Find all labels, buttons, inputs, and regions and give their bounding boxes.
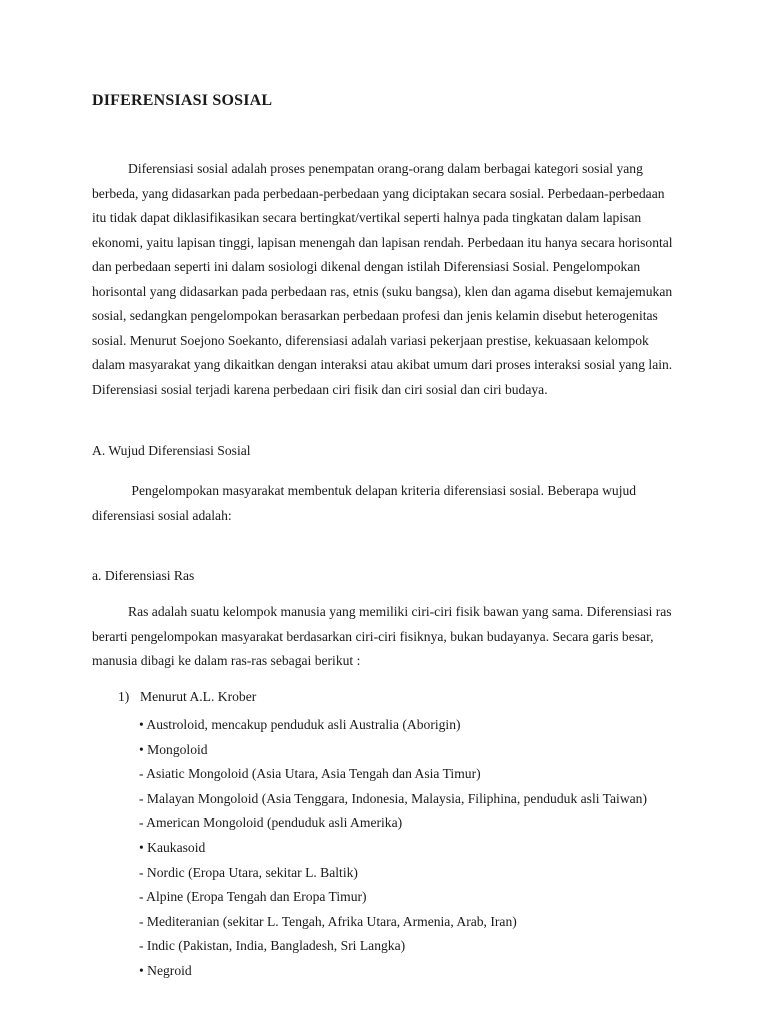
list-item: - American Mongoloid (penduduk asli Amerika) bbox=[139, 815, 403, 831]
paragraph-intro-text: Diferensiasi sosial adalah proses penempatan orang-orang dalam berbagai kategori sosial yang berbeda, yang didasarkan pada perbedaan-perbedaan yang diciptakan secara sosial. Perbedaan-perbedaan itu tidak dapat diklasifikasikan secara bertingkat/vertikal seperti halnya pada tingkatan dalam lapisan ekonomi, yaitu lapisan tinggi, lapisan menengah dan lapisan rendah. Perbedaan itu hanya secara horisontal dan perbedaan seperti ini dalam sosiologi dikenal dengan istilah Diferensiasi Sosial. Pengelompokan horisontal yang didasarkan pada perbedaan ras, etnis (suku bangsa), klen dan agama disebut kemajemukan sosial, sedangkan pengelompokan berasarkan perbedaan profesi dan jenis kelamin disebut heterogenitas sosial. Menurut Soejono Soekanto, diferensiasi adalah variasi pekerjaan prestise, kekuasaan kelompok dalam masyarakat yang dikaitkan dengan interaksi atau akibat umum dari proses interaksi sosial yang lain. Diferensiasi sosial terjadi karena perbedaan ciri fisik dan ciri sosial dan ciri budaya. bbox=[92, 161, 673, 397]
list-item: • Negroid bbox=[139, 962, 192, 978]
paragraph-wujud bbox=[92, 479, 678, 528]
list-item: - Indic (Pakistan, India, Bangladesh, Sri Langka) bbox=[139, 938, 406, 954]
list-heading-text: Menurut A.L. Krober bbox=[140, 689, 257, 704]
list-item: - Nordic (Eropa Utara, sekitar L. Baltik) bbox=[139, 864, 358, 880]
paragraph-ras bbox=[92, 600, 678, 674]
list-item: - Asiatic Mongoloid (Asia Utara, Asia Tengah dan Asia Timur) bbox=[139, 766, 481, 782]
list-item: • Austroloid, mencakup penduduk asli Australia (Aborigin) bbox=[139, 717, 461, 732]
list-number: 1) bbox=[118, 689, 130, 704]
subsection-heading-ras: a. Diferensiasi Ras bbox=[92, 568, 195, 583]
list-item: - Malayan Mongoloid (Asia Tenggara, Indonesia, Malaysia, Filiphina, penduduk asli Taiwan) bbox=[139, 790, 648, 806]
race-list bbox=[139, 713, 647, 984]
document-title: DIFERENSIASI SOSIAL bbox=[92, 92, 273, 109]
list-item: - Mediteranian (sekitar L. Tengah, Afrika Utara, Armenia, Arab, Iran) bbox=[139, 913, 517, 929]
paragraph-wujud-text: Pengelompokan masyarakat membentuk delapan kriteria diferensiasi sosial. Beberapa wujud diferensiasi sosial adalah: bbox=[92, 483, 637, 523]
paragraph-ras-text: Ras adalah suatu kelompok manusia yang memiliki ciri-ciri fisik bawan yang sama. Diferensiasi ras berarti pengelompokan masyarakat berdasarkan ciri-ciri fisiknya, bukan budayanya. Secara garis besar, manusia dibagi ke dalam ras-ras sebagai berikut : bbox=[92, 604, 672, 668]
section-heading-wujud: A. Wujud Diferensiasi Sosial bbox=[92, 443, 251, 458]
list-item: • Mongoloid bbox=[139, 741, 208, 757]
list-item: - Alpine (Eropa Tengah dan Eropa Timur) bbox=[139, 889, 367, 905]
paragraph-intro bbox=[92, 157, 678, 402]
list-heading bbox=[118, 687, 256, 707]
list-item: • Kaukasoid bbox=[139, 839, 206, 855]
